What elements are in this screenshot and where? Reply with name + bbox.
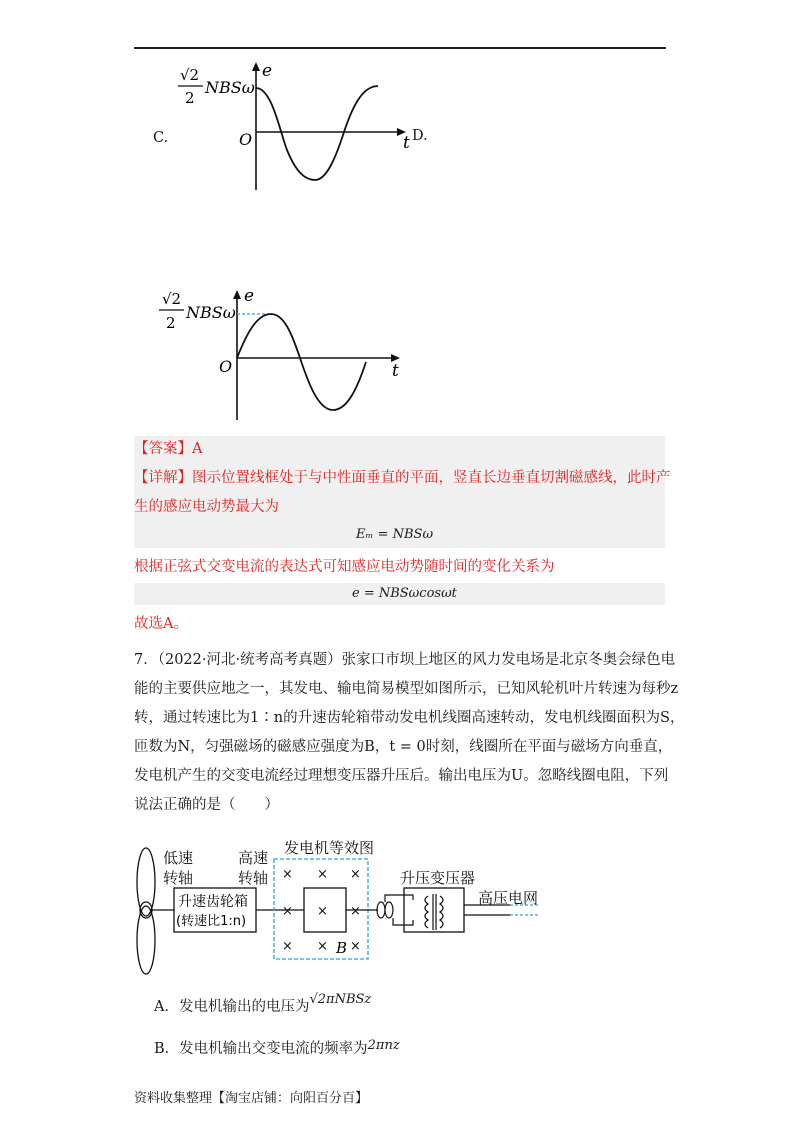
transformer-label: 升压变压器 xyxy=(400,869,476,887)
field-cross: × xyxy=(317,904,328,919)
amp-label-c: NBSω xyxy=(205,78,255,97)
field-cross: × xyxy=(317,867,328,882)
detail-line-2: 生的感应电动势最大为 xyxy=(134,499,279,515)
q7-line: 匝数为N，匀强磁场的磁感应强度为B，t = 0时刻，线圈所在平面与磁场方向垂直， xyxy=(134,739,673,755)
q7-line: 说法正确的是（ ） xyxy=(134,797,279,813)
low-speed-label-1: 低速 xyxy=(163,849,194,867)
conclusion: 故选A。 xyxy=(134,616,188,632)
option-a xyxy=(154,992,372,1018)
option-b xyxy=(154,1039,400,1060)
answer-choice: A xyxy=(192,441,203,457)
amp-label-d: NBSω xyxy=(186,303,236,322)
detail-tag: 【详解】 xyxy=(134,470,192,486)
answer-tag: 【答案】 xyxy=(134,441,192,457)
amp-den-c: 2 xyxy=(185,89,195,107)
low-speed-label-2: 转轴 xyxy=(163,869,194,887)
q7-line: 能的主要供应地之一，其发电、输电简易模型如图所示，已知风轮机叶片转速为每秒z xyxy=(134,681,679,697)
detail-line-3: 根据正弦式交变电流的表达式可知感应电动势随时间的变化关系为 xyxy=(134,559,555,575)
generator-title: 发电机等效图 xyxy=(284,839,375,857)
option-d-label: D. xyxy=(412,128,428,144)
high-speed-label-2: 转轴 xyxy=(238,869,269,887)
x-axis-label-c: t xyxy=(403,133,410,153)
field-cross: × xyxy=(282,904,293,919)
origin-label-c: O xyxy=(239,130,253,149)
q7-line: 转，通过转速比为1∶n的升速齿轮箱带动发电机线圈高速转动，发电机线圈面积为S， xyxy=(134,710,685,726)
option-a-formula: √2πNBSz xyxy=(309,992,372,1007)
high-speed-label-1: 高速 xyxy=(238,849,269,867)
amp-den-d: 2 xyxy=(166,314,176,332)
option-a-text: A．发电机输出的电压为 xyxy=(154,999,310,1015)
y-axis-label-c: e xyxy=(262,61,273,81)
field-cross: × xyxy=(282,939,293,954)
q7-line: 发电机产生的交变电流经过理想变压器升压后。输出电压为U。忽略线圈电阻，下列 xyxy=(134,768,669,784)
field-cross: × xyxy=(317,939,328,954)
formula-e: e = NBSωcosωt xyxy=(352,586,457,601)
y-axis-label-d: e xyxy=(244,286,255,306)
footer-note: 资料收集整理【淘宝店铺：向阳百分百】 xyxy=(134,1091,369,1106)
option-b-formula: 2πnz xyxy=(367,1038,400,1053)
option-c-label: C. xyxy=(153,130,169,146)
q7-line: 7．（2022·河北·统考高考真题）张家口市坝上地区的风力发电场是北京冬奥会绿色电 xyxy=(134,652,676,668)
field-cross: × xyxy=(350,904,361,919)
option-b-text: B．发电机输出交变电流的频率为 xyxy=(154,1041,368,1057)
grid-label: 高压电网 xyxy=(478,889,539,907)
origin-label-d: O xyxy=(219,357,233,376)
detail-text-1: 图示位置线框处于与中性面垂直的平面，竖直长边垂直切割磁感线，此时产 xyxy=(192,470,671,486)
gearbox-label-1: 升速齿轮箱 xyxy=(178,894,248,910)
amp-num-c: √2 xyxy=(180,66,200,84)
field-cross: × xyxy=(350,867,361,882)
formula-em: Eₘ = NBSω xyxy=(356,527,434,542)
field-b-label: B xyxy=(336,939,348,957)
amp-num-d: √2 xyxy=(162,290,182,308)
x-axis-label-d: t xyxy=(392,361,399,381)
field-cross: × xyxy=(350,939,361,954)
gearbox-label-2: (转速比1:n) xyxy=(176,914,247,929)
field-cross: × xyxy=(282,867,293,882)
